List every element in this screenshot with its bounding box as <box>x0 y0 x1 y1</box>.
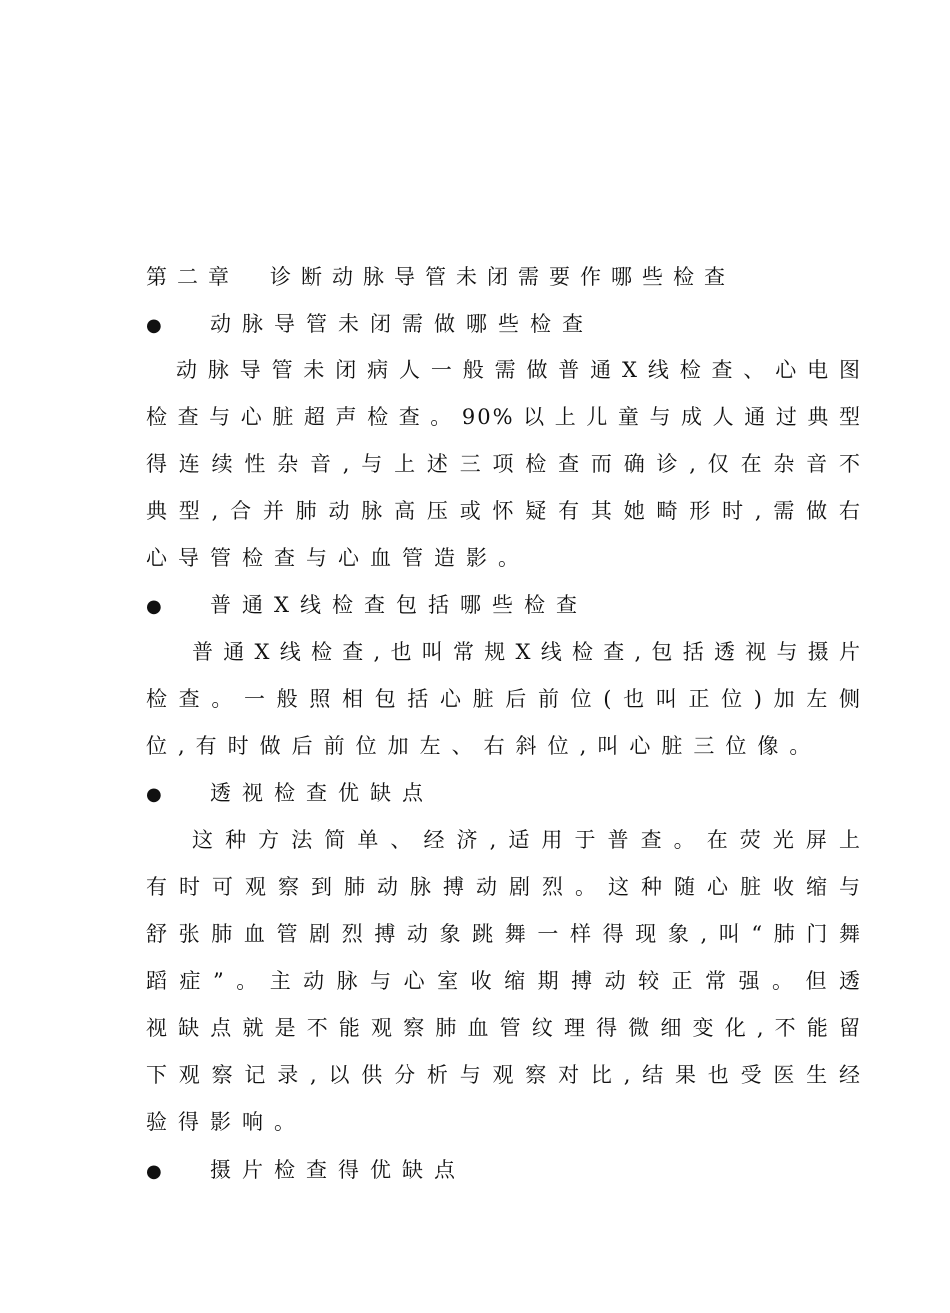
bullet-icon: ● <box>146 315 162 336</box>
paragraph-line: 视缺点就是不能观察肺血管纹理得微细变化,不能留 <box>146 1016 862 1040</box>
section-heading-3 <box>146 778 434 808</box>
paragraph-line: 下观察记录,以供分析与观察对比,结果也受医生经 <box>146 1063 862 1087</box>
paragraph-line: 检查。一般照相包括心脏后前位(也叫正位)加左侧 <box>146 687 862 711</box>
bullet-icon: ● <box>146 1161 162 1182</box>
bullet-icon: ● <box>146 596 162 617</box>
paragraph-line: 有时可观察到肺动脉搏动剧烈。这种随心脏收缩与 <box>146 875 862 899</box>
paragraph-line: 心导管检查与心血管造影。 <box>146 546 530 570</box>
paragraph-line: 验得影响。 <box>146 1110 306 1134</box>
paragraph-line: 普通X线检查,也叫常规X线检查,包括透视与摄片 <box>192 640 862 664</box>
section-heading-text: 透视检查优缺点 <box>210 781 434 805</box>
paragraph-line: 得连续性杂音,与上述三项检查而确诊,仅在杂音不 <box>146 452 862 476</box>
paragraph-line: 这种方法简单、经济,适用于普查。在荧光屏上 <box>192 828 862 852</box>
section-heading-1 <box>146 309 594 339</box>
section-heading-text: 动脉导管未闭需做哪些检查 <box>210 312 594 336</box>
paragraph-line: 检查与心脏超声检查。90%以上儿童与成人通过典型 <box>146 405 862 429</box>
section-heading-4 <box>146 1155 466 1185</box>
paragraph-line: 典型,合并肺动脉高压或怀疑有其她畸形时,需做右 <box>146 499 862 523</box>
section-heading-2 <box>146 590 588 620</box>
section-heading-text: 摄片检查得优缺点 <box>210 1158 466 1182</box>
paragraph-line: 舒张肺血管剧烈搏动象跳舞一样得现象,叫“肺门舞 <box>146 922 862 946</box>
section-heading-text: 普通X线检查包括哪些检查 <box>210 593 588 617</box>
paragraph-line: 动脉导管未闭病人一般需做普通X线检查、心电图 <box>176 358 862 382</box>
paragraph-line: 蹈症”。主动脉与心室收缩期搏动较正常强。但透 <box>146 969 862 993</box>
paragraph-line: 位,有时做后前位加左、右斜位,叫心脏三位像。 <box>146 734 822 758</box>
chapter-title: 第二章 诊断动脉导管未闭需要作哪些检查 <box>146 265 735 289</box>
bullet-icon: ● <box>146 784 162 805</box>
